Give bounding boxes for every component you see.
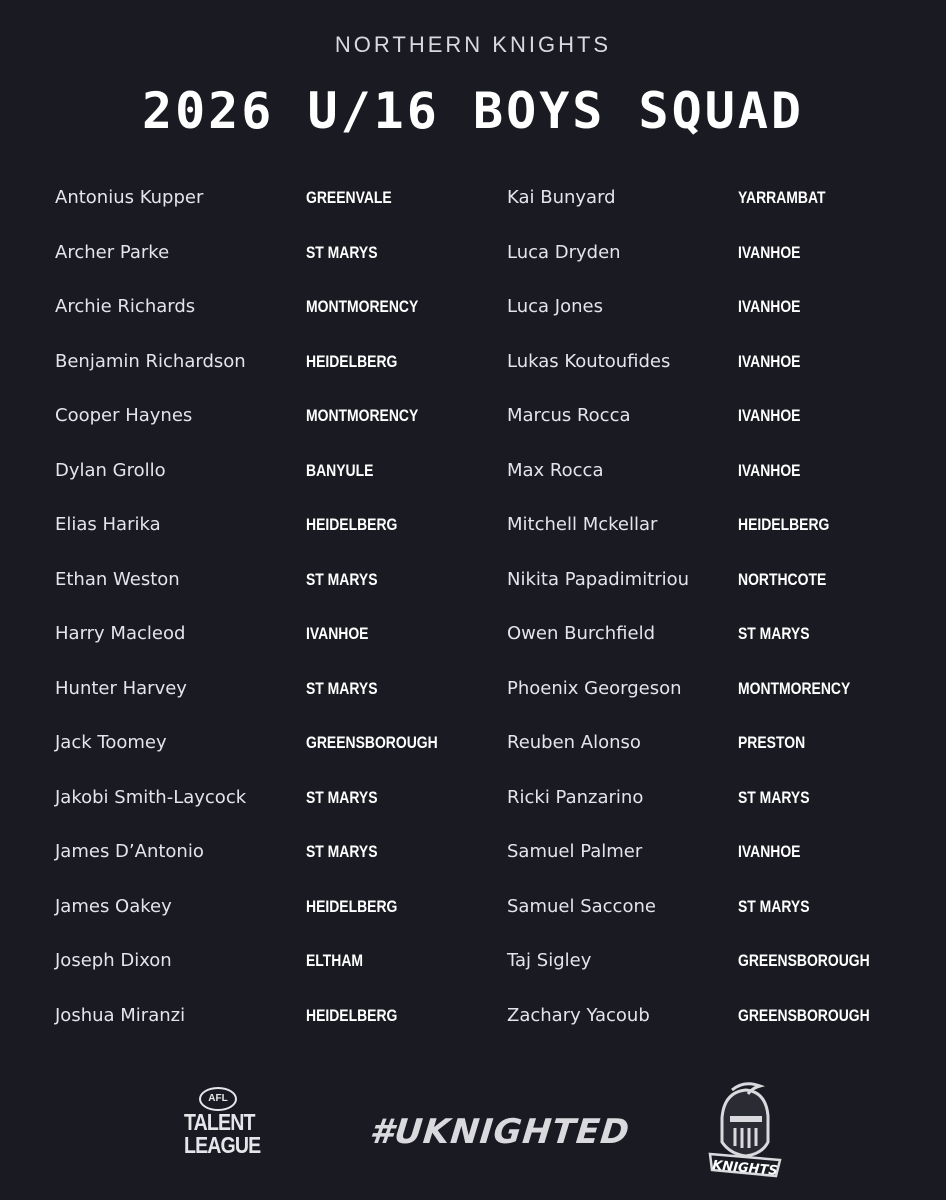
player-name: Elias Harika [55, 514, 161, 535]
player-club: HEIDELBERG [306, 1005, 398, 1025]
player-club: IVANHOE [738, 842, 801, 861]
player-row [507, 556, 927, 611]
player-name: Phoenix Georgeson [507, 677, 682, 699]
player-club: ST MARYS [738, 624, 810, 643]
player-row [507, 883, 927, 938]
player-club: IVANHOE [738, 242, 801, 262]
player-club: IVANHOE [738, 460, 801, 480]
player-name: Owen Burchfield [507, 623, 655, 644]
afl-logo-line2: LEAGUE [184, 1132, 261, 1158]
player-club: IVANHOE [738, 351, 801, 371]
player-club: PRESTON [738, 733, 806, 752]
player-club: HEIDELBERG [306, 896, 398, 916]
player-club: ST MARYS [306, 242, 378, 262]
player-name: Harry Macleod [55, 623, 186, 644]
knight-helmet-icon [702, 1080, 784, 1180]
knights-logo-text: KNIGHTS [711, 1158, 779, 1179]
player-club: IVANHOE [738, 297, 801, 316]
player-club: MONTMORENCY [306, 406, 419, 425]
player-club: GREENSBOROUGH [306, 733, 438, 752]
player-club: MONTMORENCY [306, 297, 419, 316]
player-name: Benjamin Richardson [55, 350, 246, 372]
player-name: Cooper Haynes [55, 405, 193, 426]
player-club: IVANHOE [306, 624, 369, 643]
player-row [55, 883, 455, 938]
player-row [55, 501, 455, 556]
player-club: ST MARYS [738, 896, 810, 916]
player-row [507, 992, 927, 1047]
player-row [55, 338, 455, 393]
player-club: ELTHAM [306, 951, 364, 970]
player-club: HEIDELBERG [306, 351, 398, 371]
player-row [55, 992, 455, 1047]
player-row [507, 174, 927, 229]
player-name: Nikita Papadimitriou [507, 568, 690, 590]
player-club: ST MARYS [306, 569, 378, 589]
player-row [507, 283, 927, 338]
player-row [507, 501, 927, 556]
player-row [55, 174, 455, 229]
page-title: 2026 U/16 BOYS SQUAD [141, 82, 805, 140]
player-club: ST MARYS [738, 787, 810, 807]
player-row [507, 665, 927, 720]
player-name: Marcus Rocca [507, 405, 631, 426]
player-row [55, 229, 455, 284]
player-row [507, 719, 927, 774]
player-row [55, 556, 455, 611]
player-club: HEIDELBERG [738, 515, 830, 534]
player-name: Jakobi Smith-Laycock [55, 786, 247, 808]
player-row [55, 828, 455, 883]
player-club: BANYULE [306, 460, 374, 480]
player-row [55, 937, 455, 992]
team-name: NORTHERN KNIGHTS [334, 32, 612, 57]
player-row [507, 937, 927, 992]
player-club: GREENVALE [306, 188, 392, 207]
player-row [507, 338, 927, 393]
player-row [507, 229, 927, 284]
player-row [55, 610, 455, 665]
player-club: NORTHCOTE [738, 569, 827, 589]
player-row [507, 828, 927, 883]
player-club: GREENSBOROUGH [738, 1005, 870, 1025]
player-row [55, 774, 455, 829]
player-row [507, 447, 927, 502]
player-name: Lukas Koutoufides [507, 350, 671, 372]
player-name: Max Rocca [507, 459, 604, 481]
right-squad-list [507, 174, 927, 1046]
player-name: Luca Dryden [507, 241, 621, 263]
player-club: ST MARYS [306, 787, 378, 807]
player-name: Ethan Weston [55, 568, 180, 590]
player-row [55, 447, 455, 502]
player-name: Joseph Dixon [55, 950, 172, 971]
player-name: Mitchell Mckellar [507, 514, 658, 535]
player-name: James Oakey [55, 895, 172, 917]
player-name: Reuben Alonso [507, 732, 641, 753]
left-squad-list [55, 174, 455, 1046]
player-club: ST MARYS [306, 678, 378, 698]
player-row [507, 392, 927, 447]
player-name: Samuel Palmer [507, 841, 643, 862]
player-row [55, 665, 455, 720]
afl-badge: AFL [199, 1087, 237, 1111]
player-club: ST MARYS [306, 842, 378, 861]
player-club: IVANHOE [738, 406, 801, 425]
player-name: Jack Toomey [55, 732, 167, 753]
player-name: Joshua Miranzi [55, 1004, 186, 1026]
player-name: James D’Antonio [55, 841, 204, 862]
player-club: HEIDELBERG [306, 515, 398, 534]
player-name: Archer Parke [55, 241, 170, 263]
player-club: MONTMORENCY [738, 678, 851, 698]
player-name: Archie Richards [55, 296, 196, 317]
player-name: Dylan Grollo [55, 459, 166, 481]
hashtag: #UKNIGHTED [367, 1112, 632, 1152]
player-name: Kai Bunyard [507, 187, 616, 208]
player-name: Luca Jones [507, 296, 603, 317]
player-name: Samuel Saccone [507, 895, 656, 917]
player-club: YARRAMBAT [738, 188, 826, 207]
player-row [55, 283, 455, 338]
player-row [507, 610, 927, 665]
afl-talent-league-logo [178, 1086, 261, 1172]
player-row [55, 719, 455, 774]
player-row [507, 774, 927, 829]
player-name: Antonius Kupper [55, 187, 204, 208]
player-name: Hunter Harvey [55, 677, 187, 699]
player-name: Zachary Yacoub [507, 1004, 650, 1026]
player-row [55, 392, 455, 447]
player-name: Ricki Panzarino [507, 786, 644, 808]
player-name: Taj Sigley [507, 950, 592, 971]
player-club: GREENSBOROUGH [738, 951, 870, 970]
afl-logo-line1: TALENT [184, 1109, 255, 1135]
